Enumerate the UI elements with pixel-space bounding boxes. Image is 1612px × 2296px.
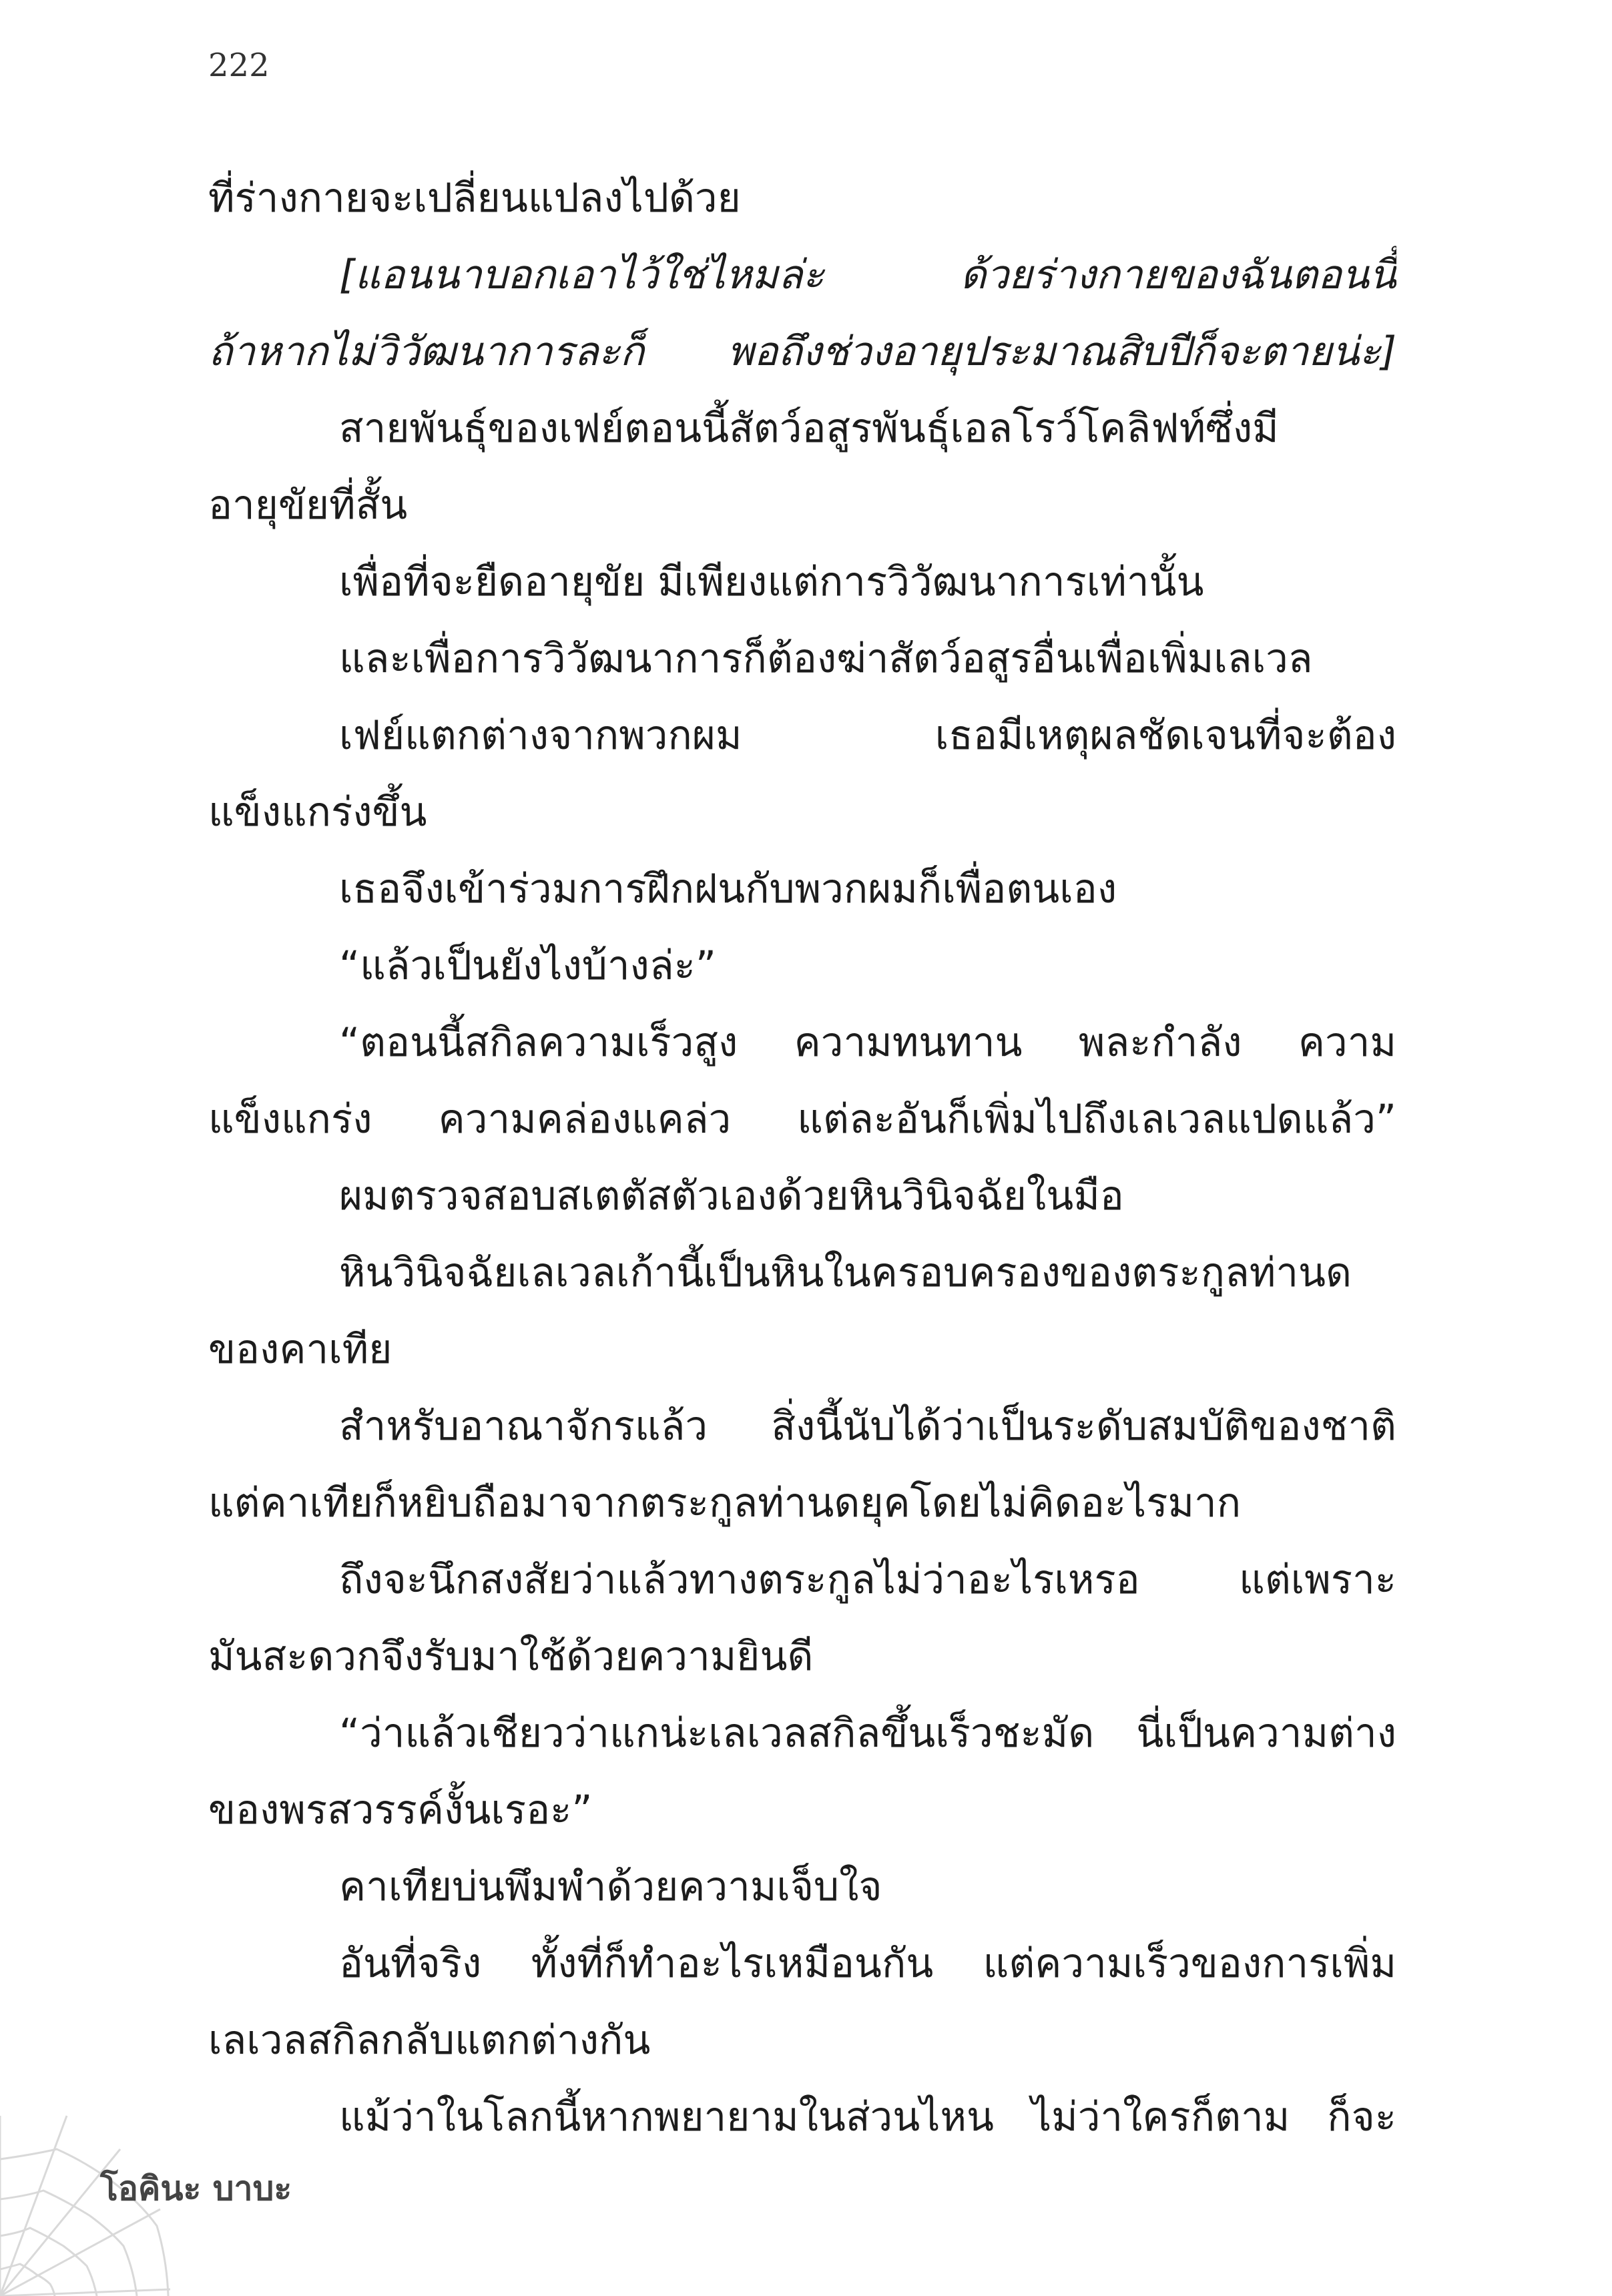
text-line: เธอจึงเข้าร่วมการฝึกฝนกับพวกผมก็เพื่อตนเอง xyxy=(339,866,1117,912)
text-line: อายุขัยที่สั้น xyxy=(208,482,408,529)
text-line: สายพันธุ์ของเฟย์ตอนนี้สัตว์อสูรพันธุ์เอลโรว์โคลิฟท์ซึ่งมี xyxy=(339,405,1279,452)
text-line: [แอนนาบอกเอาไว้ใช่ไหมล่ะ ด้วยร่างกายของฉันตอนนี้ xyxy=(339,252,1396,298)
text-line: “แล้วเป็นยังไงบ้างล่ะ” xyxy=(339,942,716,989)
text-line: ที่ร่างกายจะเปลี่ยนแปลงไปด้วย xyxy=(208,175,741,222)
footer-author: โอคินะ บาบะ xyxy=(100,2169,292,2208)
text-line: ของพรสวรรค์งั้นเรอะ” xyxy=(208,1787,593,1833)
text-line: เฟย์แตกต่างจากพวกผม เธอมีเหตุผลชัดเจนที่จะต้อง xyxy=(339,712,1396,759)
text-line: ถ้าหากไม่วิวัฒนาการละก็ พอถึงช่วงอายุประมาณสิบปีก็จะตายน่ะ] xyxy=(208,328,1396,375)
text-line: เลเวลสกิลกลับแตกต่างกัน xyxy=(208,2017,651,2064)
text-line: แม้ว่าในโลกนี้หากพยายามในส่วนไหน ไม่ว่าใครก็ตาม ก็จะ xyxy=(339,2094,1396,2140)
body-text xyxy=(208,160,1396,2156)
text-line: ของคาเทีย xyxy=(208,1326,392,1373)
text-line: และเพื่อการวิวัฒนาการก็ต้องฆ่าสัตว์อสูรอื่นเพื่อเพิ่มเลเวล xyxy=(339,635,1313,682)
text-line: คาเทียบ่นพึมพำด้วยความเจ็บใจ xyxy=(339,1863,882,1910)
text-line: เพื่อที่จะยืดอายุขัย มีเพียงแต่การวิวัฒนาการเท่านั้น xyxy=(339,559,1204,605)
text-line: แข็งแกร่งขึ้น xyxy=(208,789,427,836)
text-line: หินวินิจฉัยเลเวลเก้านี้เป็นหินในครอบครองของตระกูลท่านด xyxy=(339,1249,1352,1296)
text-line: แข็งแกร่ง ความคล่องแคล่ว แต่ละอันก็เพิ่มไปถึงเลเวลแปดแล้ว” xyxy=(208,1096,1396,1143)
text-line: ผมตรวจสอบสเตตัสตัวเองด้วยหินวินิจฉัยในมือ xyxy=(339,1173,1124,1219)
text-line: ถึงจะนึกสงสัยว่าแล้วทางตระกูลไม่ว่าอะไรเหรอ แต่เพราะ xyxy=(339,1556,1396,1603)
text-line: สำหรับอาณาจักรแล้ว สิ่งนี้นับได้ว่าเป็นระดับสมบัติของชาติ xyxy=(339,1403,1396,1450)
text-line: “ตอนนี้สกิลความเร็วสูง ความทนทาน พละกำลัง ความ xyxy=(339,1019,1396,1066)
text-line: มันสะดวกจึงรับมาใช้ด้วยความยินดี xyxy=(208,1633,814,1680)
text-line: แต่คาเทียก็หยิบถือมาจากตระกูลท่านดยุคโดยไม่คิดอะไรมาก xyxy=(208,1480,1242,1526)
text-line: อันที่จริง ทั้งที่ก็ทำอะไรเหมือนกัน แต่ความเร็วของการเพิ่ม xyxy=(339,1940,1396,1987)
page-number: 222 xyxy=(208,47,270,84)
text-line: “ว่าแล้วเชียวว่าแกน่ะเลเวลสกิลขึ้นเร็วชะมัด นี่เป็นความต่าง xyxy=(339,1710,1396,1757)
